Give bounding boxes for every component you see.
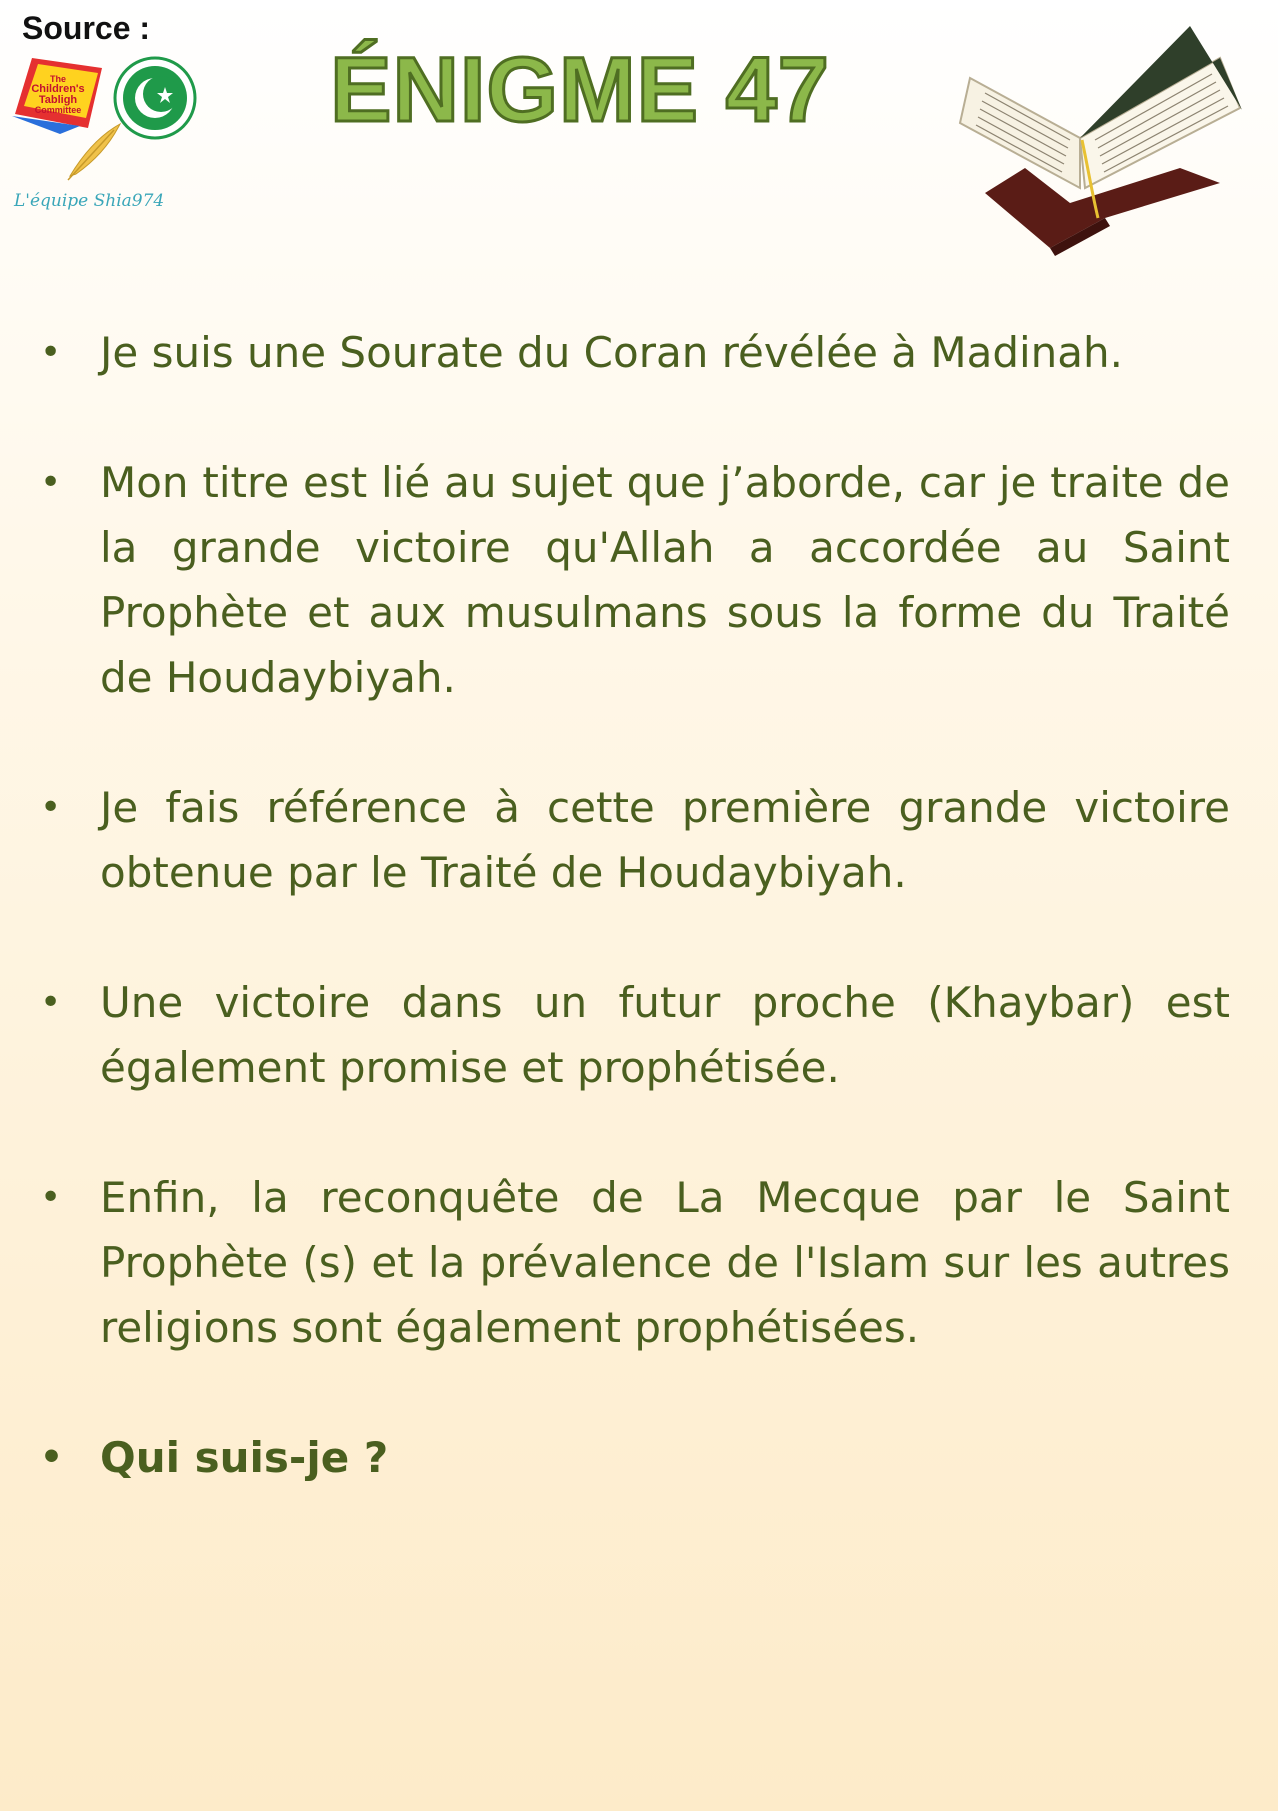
clue-item <box>40 1165 1230 1360</box>
clue-item <box>40 320 1230 385</box>
clue-text: Une victoire dans un futur proche (Khaybar) est également promise et prophétisée. <box>100 978 1230 1092</box>
quill-icon <box>68 124 120 180</box>
signature-text: L'équipe Shia974 <box>14 191 165 211</box>
bullet: • <box>40 787 62 828</box>
ctc-logo <box>12 58 102 134</box>
page-title: ÉNIGME 47 <box>330 39 830 141</box>
question-text: Qui suis-je ? <box>100 1433 389 1482</box>
svg-text:The: The <box>49 74 67 84</box>
source-label: Source : <box>22 10 151 46</box>
clue-text: Je fais référence à cette première grande victoire obtenue par le Traité de Houdaybiyah. <box>100 783 1230 897</box>
clue-list <box>40 320 1230 1490</box>
question-item <box>40 1425 1230 1490</box>
clue-item <box>40 970 1230 1100</box>
bullet: • <box>40 1177 62 1218</box>
svg-text:Committee: Committee <box>34 105 82 115</box>
quran-on-stand-icon <box>930 18 1260 263</box>
clue-text: Je suis une Sourate du Coran révélée à Madinah. <box>100 328 1123 377</box>
bullet: • <box>40 1437 64 1478</box>
clue-item <box>40 775 1230 905</box>
bullet: • <box>40 462 62 503</box>
organization-logos <box>10 56 210 216</box>
svg-text:Children's: Children's <box>31 83 85 95</box>
clue-text: Mon titre est lié au sujet que j’aborde, car je traite de la grande victoire qu'Allah a accordée au Saint Prophète et aux musulmans sous la forme du Traité de Houdaybiyah. <box>100 458 1230 702</box>
crescent-badge-logo <box>115 58 195 138</box>
svg-text:Tabligh: Tabligh <box>38 94 78 106</box>
bullet: • <box>40 982 62 1023</box>
clue-text: Enfin, la reconquête de La Mecque par le Saint Prophète (s) et la prévalence de l'Islam sur les autres religions sont également prophétisées. <box>100 1173 1230 1352</box>
clue-item <box>40 450 1230 710</box>
bullet: • <box>40 332 62 373</box>
